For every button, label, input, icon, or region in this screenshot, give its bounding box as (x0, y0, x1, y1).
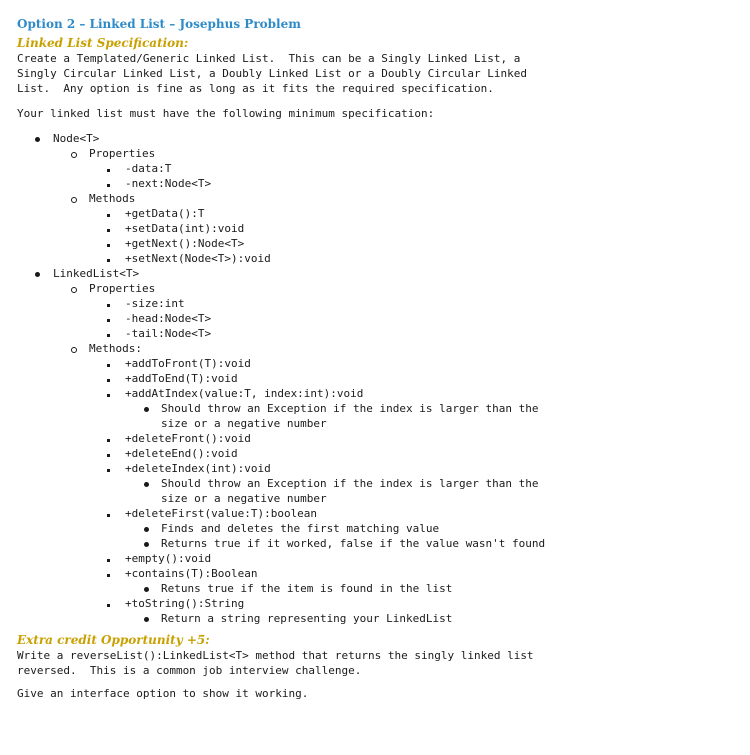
spec-heading: Linked List Specification: (17, 36, 189, 50)
circle-bullet-icon (71, 347, 77, 353)
list-item-note: Returns true if it worked, false if the value wasn't found (17, 536, 737, 551)
bullet-icon (144, 527, 149, 532)
bullet-icon (144, 617, 149, 622)
list-item: +getData():T (17, 206, 737, 221)
list-item-note: Should throw an Exception if the index is larger than the (17, 476, 737, 491)
bullet-icon (144, 407, 149, 412)
list-item-note: Should throw an Exception if the index is larger than the (17, 401, 737, 416)
list-item-node: Node<T> (17, 131, 737, 146)
square-bullet-icon (107, 259, 110, 262)
list-item-note: Retuns true if the item is found in the list (17, 581, 737, 596)
square-bullet-icon (107, 304, 110, 307)
intro-line: List. Any option is fine as long as it fits the required specification. (17, 82, 494, 95)
list-item-note-cont: size or a negative number (161, 417, 327, 430)
list-item-linkedlist-properties: Properties (17, 281, 737, 296)
bullet-icon (144, 482, 149, 487)
square-bullet-icon (107, 334, 110, 337)
square-bullet-icon (107, 454, 110, 457)
extra-credit-heading: Extra credit Opportunity +5: (17, 633, 210, 647)
list-item: +toString():String (17, 596, 737, 611)
list-item: -data:T (17, 161, 737, 176)
square-bullet-icon (107, 364, 110, 367)
extra-credit-paragraph (17, 648, 737, 678)
list-item: +addAtIndex(value:T, index:int):void (17, 386, 737, 401)
square-bullet-icon (107, 229, 110, 232)
list-item-node-properties: Properties (17, 146, 737, 161)
square-bullet-icon (107, 184, 110, 187)
bullet-icon (35, 272, 40, 277)
square-bullet-icon (107, 214, 110, 217)
square-bullet-icon (107, 169, 110, 172)
square-bullet-icon (107, 574, 110, 577)
list-item-linkedlist: LinkedList<T> (17, 266, 737, 281)
extra-line: reversed. This is a common job interview challenge. (17, 664, 362, 677)
square-bullet-icon (107, 394, 110, 397)
list-item-note: Finds and deletes the first matching value (17, 521, 737, 536)
list-item-linkedlist-methods: Methods: (17, 341, 737, 356)
list-item: +getNext():Node<T> (17, 236, 737, 251)
list-item: +addToEnd(T):void (17, 371, 737, 386)
min-spec-text: Your linked list must have the following minimum specification: (17, 107, 435, 120)
list-item: +deleteEnd():void (17, 446, 737, 461)
square-bullet-icon (107, 319, 110, 322)
document-page (17, 16, 737, 701)
extra-line: Write a reverseList():LinkedList<T> method that returns the singly linked list (17, 649, 534, 662)
list-item-node-methods: Methods (17, 191, 737, 206)
closing-text: Give an interface option to show it working. (17, 687, 309, 700)
bullet-icon (35, 137, 40, 142)
square-bullet-icon (107, 379, 110, 382)
list-item: +empty():void (17, 551, 737, 566)
list-item: +setNext(Node<T>):void (17, 251, 737, 266)
list-item: +deleteIndex(int):void (17, 461, 737, 476)
intro-paragraph (17, 51, 737, 96)
list-item-note-cont: size or a negative number (161, 492, 327, 505)
list-item: -head:Node<T> (17, 311, 737, 326)
list-item-note: Return a string representing your LinkedList (17, 611, 737, 626)
intro-line: Create a Templated/Generic Linked List. This can be a Singly Linked List, a (17, 52, 521, 65)
circle-bullet-icon (71, 197, 77, 203)
square-bullet-icon (107, 514, 110, 517)
square-bullet-icon (107, 604, 110, 607)
list-item: -size:int (17, 296, 737, 311)
circle-bullet-icon (71, 152, 77, 158)
spec-list (17, 131, 737, 626)
square-bullet-icon (107, 244, 110, 247)
list-item: +addToFront(T):void (17, 356, 737, 371)
list-item: -tail:Node<T> (17, 326, 737, 341)
list-item: +deleteFront():void (17, 431, 737, 446)
list-item: +deleteFirst(value:T):boolean (17, 506, 737, 521)
list-item: +setData(int):void (17, 221, 737, 236)
intro-line: Singly Circular Linked List, a Doubly Linked List or a Doubly Circular Linked (17, 67, 527, 80)
list-item: +contains(T):Boolean (17, 566, 737, 581)
circle-bullet-icon (71, 287, 77, 293)
document-title: Option 2 – Linked List – Josephus Problem (17, 17, 301, 31)
bullet-icon (144, 587, 149, 592)
square-bullet-icon (107, 469, 110, 472)
square-bullet-icon (107, 439, 110, 442)
square-bullet-icon (107, 559, 110, 562)
list-item: -next:Node<T> (17, 176, 737, 191)
bullet-icon (144, 542, 149, 547)
